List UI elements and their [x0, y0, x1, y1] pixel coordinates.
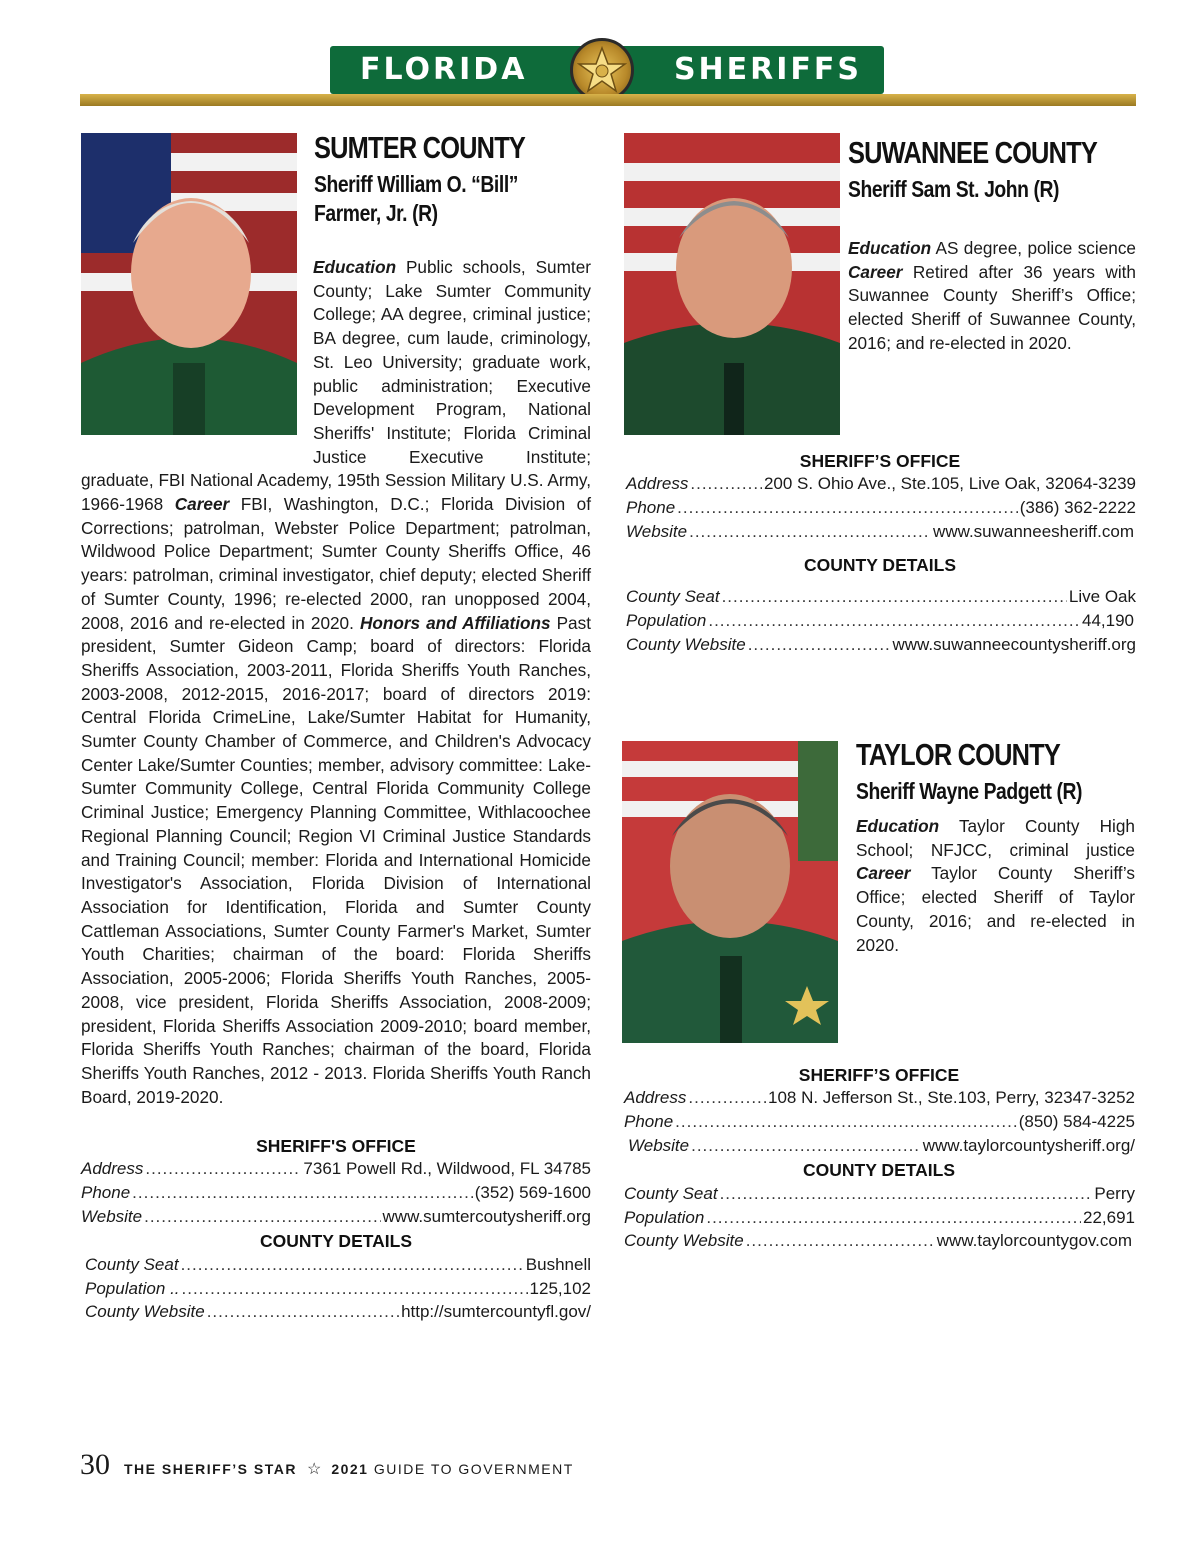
suwannee-county-title: SUWANNEE COUNTY — [848, 135, 1097, 170]
leader-dots — [746, 1231, 935, 1251]
sumter-honors-text: Past president, Sumter Gideon Camp; board of directors: Florida Sheriffs Association, 2003-2011, Florida Sheriffs Youth Ranches, 2003-2008, 2012-2015, 2016-2017; board of directors 2019: Central Florida CrimeLine, Lake/Sumter Habitat for Humanity, Sumter County Chamber of Commerce, and Children's Advocacy Center Lake/Sumter Counties; member, advisory committee: Lake-Sumter Community College, Central Florida Community College Criminal Justice; Emergency Planning Committee, Withlacoochee Regional Planning Council; Region VI Criminal Justice Standards and Training Council; member: Florida and International Homicide Investigator's Association, Florida Division of International Association for Identification, Florida and Sumter County Cattleman Associations, Sumter County Farmer's Market, Sumter Youth Charities; chairman of the board: Florida Sheriffs Association, 2005-2006; Florida Sheriffs Youth Ranches, 2005-2008, vice president, Florida Sheriffs Association, 2008-2009; president, Florida Sheriffs Association 2009-2010; board member, Florida Sheriffs Youth Ranches; chairman of the board, Florida Sheriffs Youth Ranches, 2012 - 2013. Florida Sheriffs Youth Ranch Board, 2019-2020. — [81, 612, 591, 1107]
leader-dots — [720, 1184, 1093, 1204]
row-value: 22,691 — [1083, 1208, 1135, 1227]
suwannee-career-label: Career — [848, 261, 903, 282]
taylor-career-text: Taylor County Sheriff’s Office; elected Sheriff of Taylor County, 2016; and re-elected in 2020. — [856, 863, 1135, 955]
sumter-career-text: FBI, Washington, D.C.; Florida Division of Corrections; patrolman, Webster Police Department; patrolman, Wildwood Police Department; Sumter County Sheriffs Office, 46 years: patrolman, criminal investigator, chief deputy; elected Sheriff of Sumter County, 1996; re-elected 2000, ran unopposed 2004, 2008, 2016 and re-elected in 2020. — [81, 494, 591, 633]
header-gold-rule — [80, 94, 1136, 106]
row-value: 108 N. Jefferson St., Ste.103, Perry, 32347-3252 — [768, 1088, 1135, 1107]
row-value: 125,102 — [529, 1279, 591, 1298]
leader-dots — [689, 522, 931, 542]
suwannee-bio — [848, 237, 1136, 356]
guide-title — [331, 1461, 573, 1477]
leader-dots — [144, 1207, 380, 1227]
header-banner — [330, 46, 884, 94]
row-value: 44,190 — [1082, 611, 1134, 630]
photo-wrap-spacer — [81, 256, 313, 446]
sumter-county-title: SUMTER COUNTY — [314, 130, 526, 165]
taylor-bio — [856, 815, 1135, 957]
guide-year: 2021 — [331, 1461, 369, 1477]
leader-dots — [690, 474, 762, 494]
sumter-sheriff-name-line1: Sheriff William O. “Bill” — [314, 171, 519, 197]
sumter-website-row — [81, 1207, 591, 1231]
taylor-career-label: Career — [856, 863, 911, 884]
row-label: County Website — [85, 1302, 205, 1321]
row-label: Population — [626, 611, 707, 630]
sheriff-star-badge-icon — [570, 38, 634, 102]
taylor-phone-row — [624, 1112, 1135, 1136]
row-value[interactable]: www.suwanneecountysheriff.org — [892, 635, 1136, 654]
row-label: Phone — [624, 1112, 674, 1131]
publication-name: THE SHERIFF’S STAR — [124, 1461, 297, 1477]
leader-dots — [708, 611, 1080, 631]
sumter-sheriff-name — [314, 170, 518, 228]
row-value[interactable]: http://sumtercountyfl.gov/ — [401, 1302, 591, 1321]
suwannee-edu-label: Education — [848, 238, 932, 258]
suwannee-sheriff-photo — [624, 133, 840, 435]
sumter-seat-row — [85, 1255, 591, 1279]
sumter-address-row — [81, 1159, 591, 1183]
row-value: (850) 584-4225 — [1018, 1112, 1135, 1131]
leader-dots — [748, 635, 891, 655]
row-value: 7361 Powell Rd., Wildwood, FL 34785 — [303, 1159, 591, 1178]
row-label: County Website — [626, 635, 746, 654]
sumter-edu-text: Public schools, Sumter County; Lake Sumter Community College; AA degree, criminal justice; BA degree, cum laude, criminology, St. Leo University; graduate work, public administration; Executive Development Program, National Sheriffs' Institute; Florida Criminal Justice Executive Institute; graduate, FBI National Academy, 195th Session Military U.S. Army, 1966-1968 — [81, 257, 591, 515]
sumter-bio — [81, 256, 591, 1109]
row-label: Address — [624, 1088, 687, 1107]
suwannee-pop-row — [626, 611, 1134, 635]
row-label: Website — [626, 522, 688, 541]
sumter-sheriff-name-line2: Farmer, Jr. (R) — [314, 200, 438, 226]
leader-dots — [688, 1088, 766, 1108]
row-label: Phone — [81, 1183, 131, 1202]
row-label: Phone — [626, 498, 676, 517]
taylor-office-head: SHERIFF’S OFFICE — [798, 1065, 960, 1085]
leader-dots — [182, 1279, 528, 1299]
row-value: Bushnell — [525, 1255, 591, 1274]
row-value: (352) 569-1600 — [474, 1183, 591, 1202]
suwannee-career-text: Retired after 36 years with Suwannee County Sheriff’s Office; elected Sheriff of Suwannee County, 2016; and re-elected in 2020. — [848, 261, 1136, 353]
row-value[interactable]: www.sumtercoutysheriff.org — [382, 1207, 591, 1226]
sumter-pop-row — [85, 1279, 591, 1303]
taylor-address-row — [624, 1088, 1135, 1112]
suwannee-sheriff-name: Sheriff Sam St. John (R) — [848, 176, 1060, 202]
row-label: Address — [81, 1159, 144, 1178]
banner-word-right: SHERIFFS — [673, 52, 862, 87]
guide-text: GUIDE TO GOVERNMENT — [373, 1461, 574, 1477]
suwannee-seat-row — [626, 587, 1136, 611]
row-label: Website — [628, 1136, 690, 1155]
leader-dots — [706, 1208, 1081, 1228]
row-label: County Seat — [626, 587, 720, 606]
sumter-edu-label: Education — [313, 257, 397, 277]
sumter-details-head: COUNTY DETAILS — [260, 1231, 412, 1251]
row-value[interactable]: www.suwanneesheriff.com — [933, 522, 1134, 541]
sumter-office-head: SHERIFF'S OFFICE — [256, 1136, 416, 1156]
taylor-county-title: TAYLOR COUNTY — [856, 737, 1061, 772]
row-value: Live Oak — [1068, 587, 1136, 606]
row-label: County Seat — [624, 1184, 718, 1203]
suwannee-details-head: COUNTY DETAILS — [804, 555, 956, 575]
sumter-honors-label: Honors and Affiliations — [359, 612, 551, 633]
taylor-edu-label: Education — [856, 816, 940, 836]
suwannee-office-head: SHERIFF’S OFFICE — [799, 451, 961, 471]
row-value[interactable]: www.taylorcountysheriff.org/ — [922, 1136, 1135, 1155]
row-label: Website — [81, 1207, 143, 1226]
taylor-sheriff-photo — [622, 741, 838, 1043]
row-value: Perry — [1094, 1184, 1135, 1203]
leader-dots — [691, 1136, 921, 1156]
page-number: 30 — [80, 1448, 110, 1481]
row-value: (386) 362-2222 — [1019, 498, 1136, 517]
taylor-cweb-row — [624, 1231, 1132, 1255]
star-separator-icon: ☆ — [306, 1461, 322, 1478]
row-value: 200 S. Ohio Ave., Ste.105, Live Oak, 32064-3239 — [763, 474, 1136, 493]
row-label: Population .. — [85, 1279, 180, 1298]
suwannee-cweb-row — [626, 635, 1136, 659]
taylor-website-row — [628, 1136, 1135, 1160]
row-label: County Seat — [85, 1255, 179, 1274]
taylor-sheriff-name: Sheriff Wayne Padgett (R) — [856, 778, 1083, 804]
sumter-career-label: Career — [174, 494, 230, 515]
leader-dots — [675, 1112, 1017, 1132]
sumter-cweb-row — [85, 1302, 591, 1326]
leader-dots — [145, 1159, 301, 1179]
row-value[interactable]: www.taylorcountygov.com — [936, 1231, 1132, 1250]
leader-dots — [207, 1302, 399, 1322]
leader-dots — [722, 587, 1067, 607]
row-label: Address — [626, 474, 689, 493]
suwannee-edu-text: AS degree, police science — [931, 238, 1136, 258]
page-footer — [80, 1448, 574, 1482]
taylor-details-head: COUNTY DETAILS — [803, 1160, 955, 1180]
leader-dots — [677, 498, 1018, 518]
sumter-phone-row — [81, 1183, 591, 1207]
row-label: Population — [624, 1208, 705, 1227]
suwannee-phone-row — [626, 498, 1136, 522]
row-label: County Website — [624, 1231, 744, 1250]
taylor-pop-row — [624, 1208, 1135, 1232]
banner-word-left: FLORIDA — [360, 52, 528, 87]
leader-dots — [181, 1255, 524, 1275]
leader-dots — [132, 1183, 473, 1203]
taylor-seat-row — [624, 1184, 1135, 1208]
suwannee-address-row — [626, 474, 1136, 498]
taylor-edu-text: Taylor County High School; NFJCC, criminal justice — [856, 816, 1135, 860]
suwannee-website-row — [626, 522, 1134, 546]
